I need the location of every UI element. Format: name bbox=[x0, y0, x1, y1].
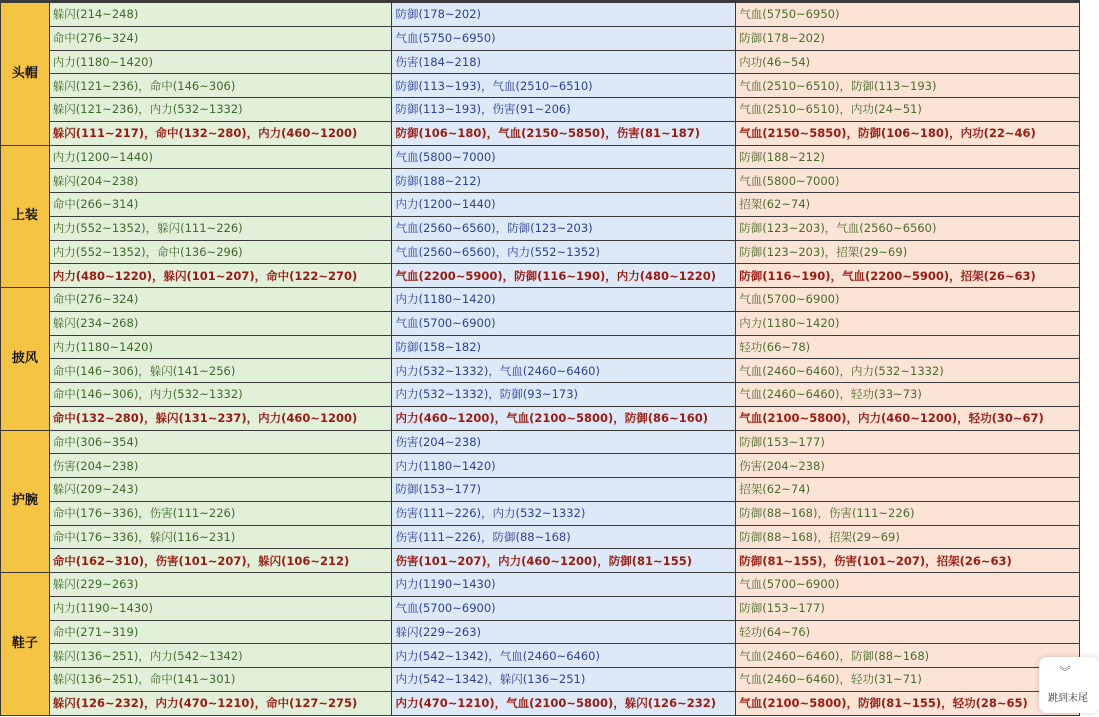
table-row bbox=[1, 668, 1080, 692]
stat-cell: 气血(2200~5900)，防御(116~190)，内力(480~1220) bbox=[392, 264, 736, 288]
stat-cell: 躲闪(136~251)，内力(542~1342) bbox=[49, 644, 392, 668]
stat-cell: 气血(5700~6900) bbox=[736, 288, 1080, 312]
stat-cell: 伤害(101~207)，内力(460~1200)，防御(81~155) bbox=[392, 549, 736, 573]
equipment-stats-table bbox=[0, 2, 1080, 716]
stat-cell: 内力(552~1352)，躲闪(111~226) bbox=[49, 216, 392, 240]
stat-cell: 命中(146~306)，躲闪(141~256) bbox=[49, 359, 392, 383]
stat-cell: 气血(5700~6900) bbox=[392, 596, 736, 620]
stat-cell: 防御(178~202) bbox=[736, 26, 1080, 50]
category-cell: 头帽 bbox=[1, 3, 50, 146]
stat-cell: 内力(542~1342)，气血(2460~6460) bbox=[392, 644, 736, 668]
table-row bbox=[1, 74, 1080, 98]
double-chevron-down-icon: ︾ bbox=[1059, 665, 1072, 679]
stat-cell: 防御(153~177) bbox=[736, 430, 1080, 454]
stat-cell: 内力(542~1342)，躲闪(136~251) bbox=[392, 668, 736, 692]
stat-cell: 内力(1200~1440) bbox=[49, 145, 392, 169]
stat-cell: 防御(188~212) bbox=[736, 145, 1080, 169]
table-body bbox=[1, 3, 1080, 716]
table-row bbox=[1, 335, 1080, 359]
stat-cell: 防御(88~168)，招架(29~69) bbox=[736, 525, 1080, 549]
table-row bbox=[1, 264, 1080, 288]
table-row bbox=[1, 359, 1080, 383]
table-row bbox=[1, 383, 1080, 407]
stat-cell: 躲闪(136~251)，命中(141~301) bbox=[49, 668, 392, 692]
stat-cell: 命中(266~314) bbox=[49, 193, 392, 217]
stat-cell: 气血(5800~7000) bbox=[736, 169, 1080, 193]
stat-cell: 命中(162~310)，伤害(101~207)，躲闪(106~212) bbox=[49, 549, 392, 573]
table-row bbox=[1, 691, 1080, 715]
stat-cell: 防御(113~193)，气血(2510~6510) bbox=[392, 74, 736, 98]
stat-cell: 防御(178~202) bbox=[392, 3, 736, 27]
stat-cell: 内力(1180~1420) bbox=[392, 288, 736, 312]
stat-cell: 内力(1180~1420) bbox=[736, 311, 1080, 335]
stat-cell: 命中(176~336)，躲闪(116~231) bbox=[49, 525, 392, 549]
stat-cell: 内力(1190~1430) bbox=[49, 596, 392, 620]
stat-cell: 伤害(111~226)，内力(532~1332) bbox=[392, 501, 736, 525]
table-row bbox=[1, 406, 1080, 430]
stat-cell: 躲闪(209~243) bbox=[49, 478, 392, 502]
stat-cell: 防御(81~155)，伤害(101~207)，招架(26~63) bbox=[736, 549, 1080, 573]
stat-cell: 防御(113~193)，伤害(91~206) bbox=[392, 98, 736, 122]
stat-cell: 内力(480~1220)，躲闪(101~207)，命中(122~270) bbox=[49, 264, 392, 288]
stat-cell: 气血(2460~6460)，轻功(33~73) bbox=[736, 383, 1080, 407]
stat-cell: 躲闪(229~263) bbox=[49, 573, 392, 597]
table-row bbox=[1, 26, 1080, 50]
table-row bbox=[1, 596, 1080, 620]
stat-cell: 防御(158~182) bbox=[392, 335, 736, 359]
stat-cell: 内力(460~1200)，气血(2100~5800)，防御(86~160) bbox=[392, 406, 736, 430]
stat-cell: 防御(88~168)，伤害(111~226) bbox=[736, 501, 1080, 525]
stat-cell: 伤害(204~238) bbox=[736, 454, 1080, 478]
jump-to-end-label: 跳到末尾 bbox=[1048, 693, 1088, 704]
stat-cell: 内力(552~1352)，命中(136~296) bbox=[49, 240, 392, 264]
stat-cell: 躲闪(234~268) bbox=[49, 311, 392, 335]
table-row bbox=[1, 50, 1080, 74]
table-row bbox=[1, 98, 1080, 122]
table-row bbox=[1, 478, 1080, 502]
stat-cell: 气血(2100~5800)，内力(460~1200)，轻功(30~67) bbox=[736, 406, 1080, 430]
stat-cell: 轻功(66~78) bbox=[736, 335, 1080, 359]
stat-cell: 气血(2560~6560)，内力(552~1352) bbox=[392, 240, 736, 264]
stat-cell: 命中(306~354) bbox=[49, 430, 392, 454]
table-row bbox=[1, 501, 1080, 525]
stat-cell: 命中(146~306)，内力(532~1332) bbox=[49, 383, 392, 407]
stat-cell: 气血(2460~6460)，内力(532~1332) bbox=[736, 359, 1080, 383]
category-cell: 披风 bbox=[1, 288, 50, 431]
stat-cell: 招架(62~74) bbox=[736, 478, 1080, 502]
stat-cell: 防御(116~190)，气血(2200~5900)，招架(26~63) bbox=[736, 264, 1080, 288]
stat-cell: 气血(5700~6900) bbox=[392, 311, 736, 335]
table-row bbox=[1, 525, 1080, 549]
table-row bbox=[1, 193, 1080, 217]
table-row bbox=[1, 240, 1080, 264]
stat-cell: 内力(1200~1440) bbox=[392, 193, 736, 217]
stat-cell: 命中(132~280)，躲闪(131~237)，内力(460~1200) bbox=[49, 406, 392, 430]
stat-cell: 气血(2560~6560)，防御(123~203) bbox=[392, 216, 736, 240]
stat-cell: 防御(123~203)，招架(29~69) bbox=[736, 240, 1080, 264]
stat-cell: 招架(62~74) bbox=[736, 193, 1080, 217]
table-row bbox=[1, 311, 1080, 335]
stat-cell: 防御(106~180)，气血(2150~5850)，伤害(81~187) bbox=[392, 121, 736, 145]
table-row bbox=[1, 549, 1080, 573]
stat-cell: 气血(5750~6950) bbox=[736, 3, 1080, 27]
stat-cell: 内力(1180~1420) bbox=[49, 335, 392, 359]
stat-cell: 内力(532~1332)，防御(93~173) bbox=[392, 383, 736, 407]
stat-cell: 气血(2150~5850)，防御(106~180)，内功(22~46) bbox=[736, 121, 1080, 145]
stat-cell: 内力(470~1210)，气血(2100~5800)，躲闪(126~232) bbox=[392, 691, 736, 715]
stat-cell: 气血(5800~7000) bbox=[392, 145, 736, 169]
stat-cell: 内力(1190~1430) bbox=[392, 573, 736, 597]
stat-cell: 命中(271~319) bbox=[49, 620, 392, 644]
table-row bbox=[1, 288, 1080, 312]
table-row bbox=[1, 644, 1080, 668]
category-cell: 护腕 bbox=[1, 430, 50, 573]
table-row bbox=[1, 430, 1080, 454]
stat-cell: 伤害(184~218) bbox=[392, 50, 736, 74]
stat-cell: 命中(276~324) bbox=[49, 26, 392, 50]
stat-cell: 命中(276~324) bbox=[49, 288, 392, 312]
table-row bbox=[1, 145, 1080, 169]
table-row bbox=[1, 121, 1080, 145]
stat-cell: 防御(153~177) bbox=[736, 596, 1080, 620]
stat-cell: 防御(123~203)，气血(2560~6560) bbox=[736, 216, 1080, 240]
category-cell: 鞋子 bbox=[1, 573, 50, 716]
stat-cell: 内力(532~1332)，气血(2460~6460) bbox=[392, 359, 736, 383]
stat-cell: 气血(5700~6900) bbox=[736, 573, 1080, 597]
table-row bbox=[1, 573, 1080, 597]
stat-cell: 轻功(64~76) bbox=[736, 620, 1080, 644]
stat-cell: 命中(176~336)，伤害(111~226) bbox=[49, 501, 392, 525]
jump-to-end-button[interactable] bbox=[1039, 657, 1099, 713]
stat-cell: 防御(188~212) bbox=[392, 169, 736, 193]
stat-cell: 内功(46~54) bbox=[736, 50, 1080, 74]
stat-cell: 内力(1180~1420) bbox=[392, 454, 736, 478]
table-row bbox=[1, 620, 1080, 644]
stat-cell: 气血(2510~6510)，内功(24~51) bbox=[736, 98, 1080, 122]
stat-cell: 气血(5750~6950) bbox=[392, 26, 736, 50]
stat-cell: 气血(2460~6460)，轻功(31~71) bbox=[736, 668, 1080, 692]
stat-cell: 躲闪(214~248) bbox=[49, 3, 392, 27]
stat-cell: 躲闪(229~263) bbox=[392, 620, 736, 644]
stat-cell: 气血(2510~6510)，防御(113~193) bbox=[736, 74, 1080, 98]
stat-cell: 内力(1180~1420) bbox=[49, 50, 392, 74]
stat-cell: 躲闪(111~217)，命中(132~280)，内力(460~1200) bbox=[49, 121, 392, 145]
stat-cell: 伤害(111~226)，防御(88~168) bbox=[392, 525, 736, 549]
stat-cell: 气血(2460~6460)，防御(88~168) bbox=[736, 644, 1080, 668]
stat-cell: 躲闪(121~236)，内力(532~1332) bbox=[49, 98, 392, 122]
table-row bbox=[1, 454, 1080, 478]
stat-cell: 伤害(204~238) bbox=[392, 430, 736, 454]
category-cell: 上装 bbox=[1, 145, 50, 288]
table-row bbox=[1, 216, 1080, 240]
stat-cell: 防御(153~177) bbox=[392, 478, 736, 502]
stat-cell: 躲闪(204~238) bbox=[49, 169, 392, 193]
table-row bbox=[1, 169, 1080, 193]
stat-cell: 躲闪(121~236)，命中(146~306) bbox=[49, 74, 392, 98]
table-row bbox=[1, 3, 1080, 27]
stat-cell: 躲闪(126~232)，内力(470~1210)，命中(127~275) bbox=[49, 691, 392, 715]
stat-cell: 气血(2100~5800)，防御(81~155)，轻功(28~65) bbox=[736, 691, 1080, 715]
stat-cell: 伤害(204~238) bbox=[49, 454, 392, 478]
